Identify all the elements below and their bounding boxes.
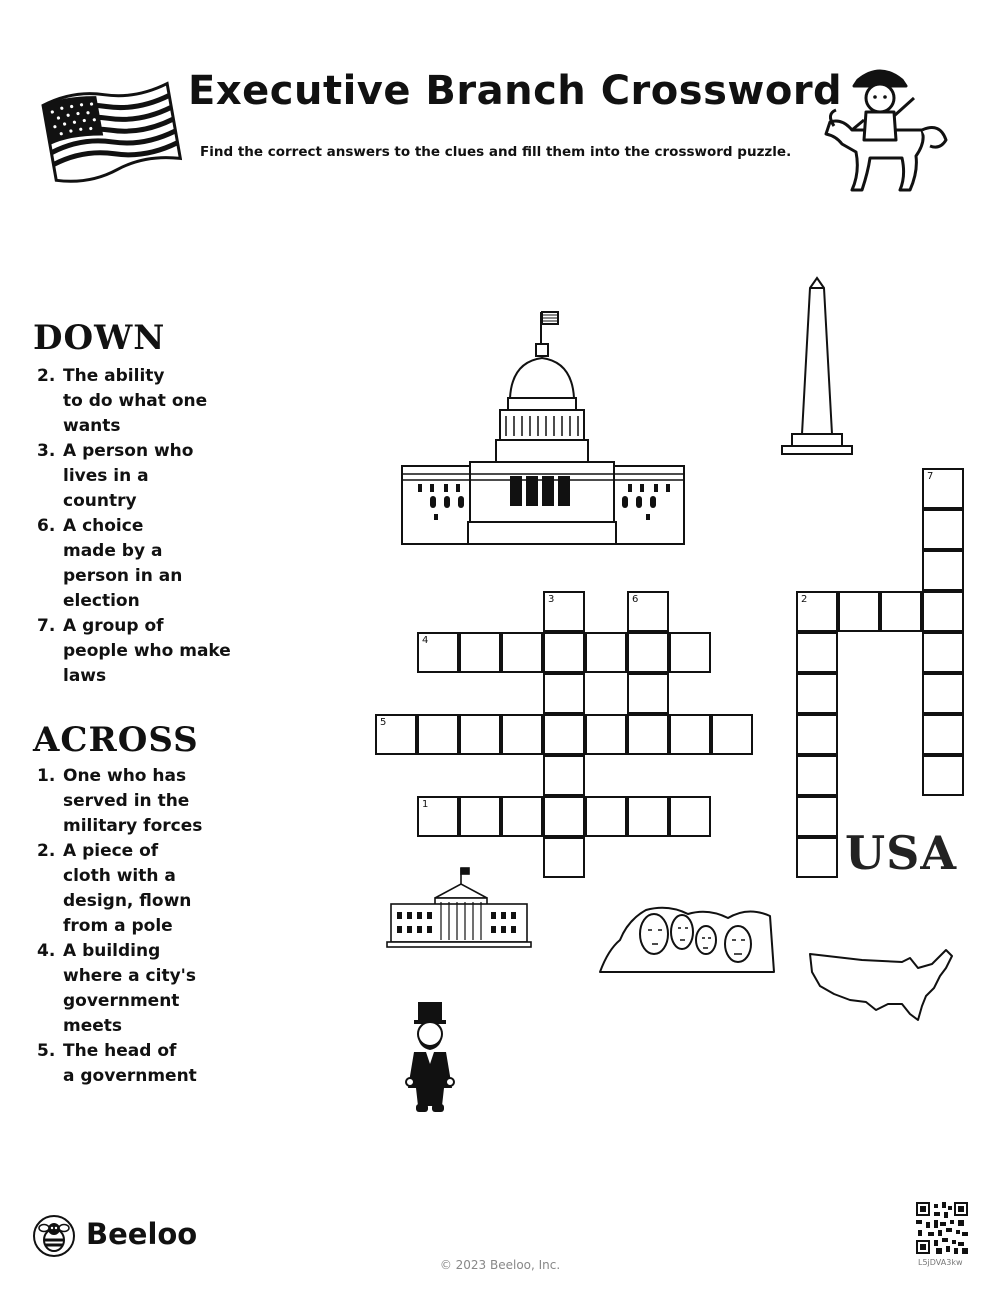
crossword-cell[interactable] (922, 632, 964, 673)
crossword-cell[interactable] (501, 796, 543, 837)
crossword-cell[interactable] (543, 755, 585, 796)
usa-decoration-text: USA (845, 826, 958, 880)
crossword-cell[interactable] (501, 714, 543, 755)
clue-number-2: 2 (801, 594, 808, 605)
crossword-cell[interactable] (711, 714, 753, 755)
crossword-cell[interactable] (796, 755, 838, 796)
crossword-cell[interactable] (459, 632, 501, 673)
crossword-cell[interactable] (585, 714, 627, 755)
clue-number-4: 4 (422, 635, 429, 646)
crossword-cell[interactable] (417, 796, 459, 837)
crossword-cell[interactable] (543, 796, 585, 837)
crossword-cell[interactable] (543, 673, 585, 714)
crossword-cell[interactable] (796, 673, 838, 714)
down-clue: 6. A choice made by a person in an election (37, 516, 183, 611)
across-clue: 4. A building where a city's government meets (37, 941, 196, 1036)
washington-monument-icon (778, 274, 856, 460)
qr-code-icon[interactable] (916, 1202, 968, 1254)
crossword-cell[interactable] (922, 509, 964, 550)
washington-on-horse-icon (822, 60, 952, 200)
crossword-cell[interactable] (417, 632, 459, 673)
crossword-cell[interactable] (417, 714, 459, 755)
crossword-cell[interactable] (627, 632, 669, 673)
down-clue: 7. A group of people who make laws (37, 616, 231, 686)
abraham-lincoln-icon (402, 1000, 458, 1116)
across-clue: 1. One who has served in the military forces (37, 766, 203, 836)
down-clue: 2. The ability to do what one wants (37, 366, 208, 436)
crossword-cell[interactable] (543, 714, 585, 755)
crossword-cell[interactable] (543, 632, 585, 673)
clue-number-3: 3 (548, 594, 555, 605)
crossword-cell[interactable] (669, 632, 711, 673)
crossword-cell[interactable] (922, 550, 964, 591)
crossword-cell[interactable] (838, 591, 880, 632)
crossword-cell[interactable] (627, 591, 669, 632)
down-clue: 3. A person who lives in a country (37, 441, 194, 511)
capitol-building-icon (400, 308, 688, 548)
crossword-cell[interactable] (796, 714, 838, 755)
crossword-cell[interactable] (459, 796, 501, 837)
bee-logo-icon (32, 1214, 76, 1258)
crossword-cell[interactable] (459, 714, 501, 755)
page-title: Executive Branch Crossword (188, 68, 843, 114)
crossword-cell[interactable] (796, 837, 838, 878)
white-house-icon (385, 866, 533, 950)
crossword-cell[interactable] (501, 632, 543, 673)
crossword-cell[interactable] (627, 714, 669, 755)
crossword-cell[interactable] (796, 591, 838, 632)
crossword-cell[interactable] (375, 714, 417, 755)
usa-map-icon (806, 948, 956, 1024)
crossword-cell[interactable] (796, 632, 838, 673)
copyright-text: © 2023 Beeloo, Inc. (439, 1258, 561, 1272)
clue-number-5: 5 (380, 717, 387, 728)
crossword-cell[interactable] (922, 591, 964, 632)
across-clue-list (37, 764, 257, 1089)
crossword-cell[interactable] (669, 796, 711, 837)
crossword-cell[interactable] (880, 591, 922, 632)
crossword-cell[interactable] (627, 796, 669, 837)
down-clue-list (37, 364, 257, 689)
qr-caption: L5jDVA3kw (918, 1258, 963, 1267)
brand-name: Beeloo (86, 1217, 198, 1251)
crossword-cell[interactable] (922, 755, 964, 796)
crossword-cell[interactable] (922, 714, 964, 755)
crossword-cell[interactable] (922, 468, 964, 509)
clue-number-7: 7 (927, 471, 934, 482)
crossword-cell[interactable] (585, 796, 627, 837)
crossword-cell[interactable] (543, 591, 585, 632)
clue-number-1: 1 (422, 799, 429, 810)
down-heading: DOWN (33, 318, 166, 358)
crossword-cell[interactable] (627, 673, 669, 714)
clue-number-6: 6 (632, 594, 639, 605)
across-clue: 5. The head of a government (37, 1041, 197, 1086)
crossword-cell[interactable] (585, 632, 627, 673)
crossword-cell[interactable] (543, 837, 585, 878)
mount-rushmore-icon (598, 900, 778, 976)
across-clue: 2. A piece of cloth with a design, flown from a pole (37, 841, 192, 936)
crossword-cell[interactable] (922, 673, 964, 714)
crossword-cell[interactable] (796, 796, 838, 837)
crossword-cell[interactable] (669, 714, 711, 755)
instructions: Find the correct answers to the clues and fill them into the crossword puzzle. (200, 144, 792, 160)
across-heading: ACROSS (33, 720, 199, 760)
american-flag-icon (40, 72, 182, 184)
